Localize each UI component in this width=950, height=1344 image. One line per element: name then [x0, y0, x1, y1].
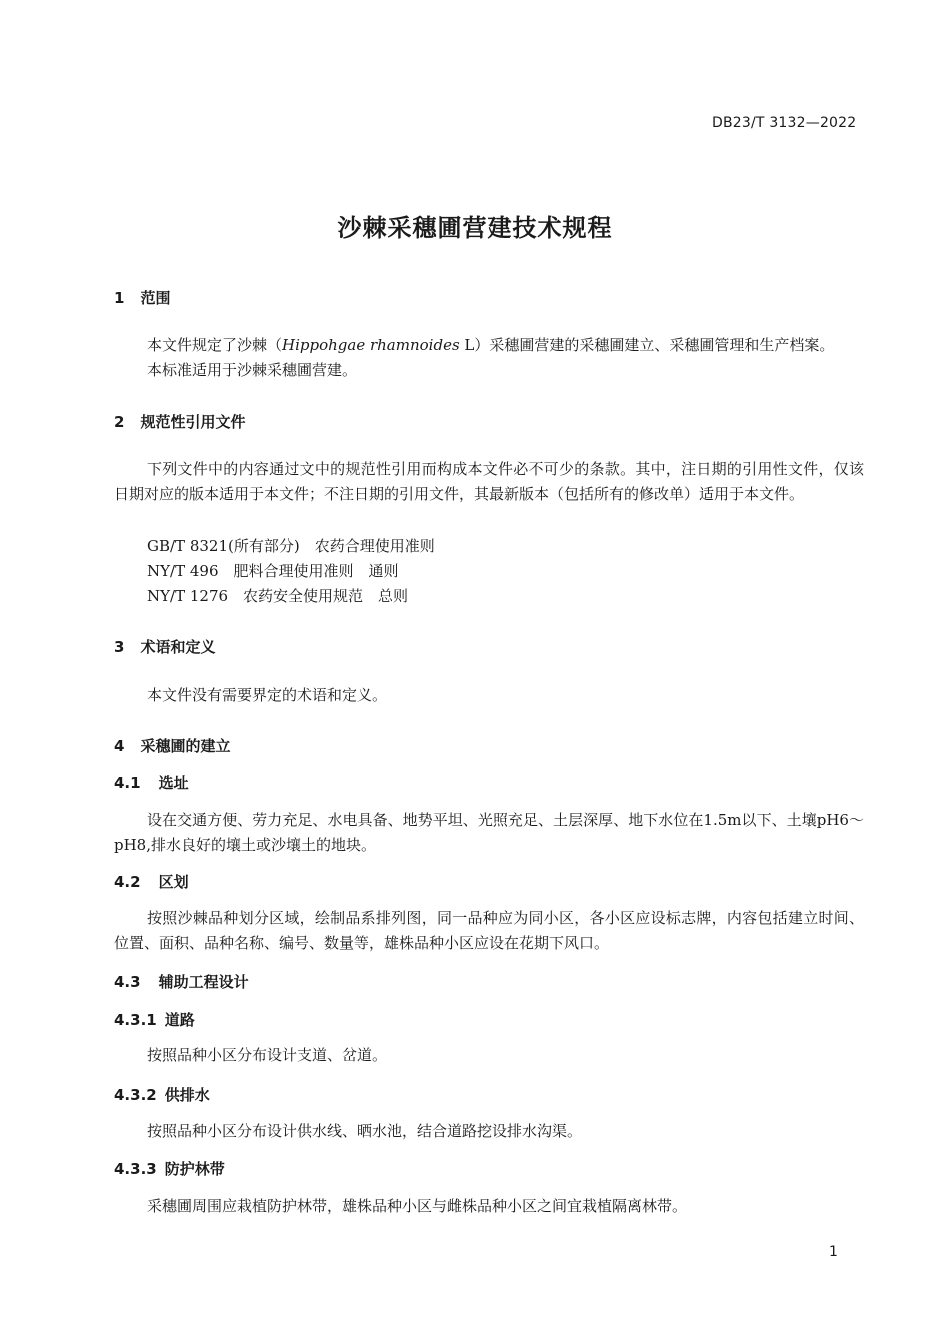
section-title: 选址 [158, 774, 189, 792]
normative-reference: NY/T 496 肥料合理使用准则 通则 [147, 562, 399, 580]
section-number: 1 [114, 289, 125, 307]
section-title: 道路 [164, 1011, 195, 1029]
section-number: 4.3.3 [114, 1160, 157, 1178]
section-2-heading [114, 411, 245, 432]
section-4-3-1-heading [114, 1009, 195, 1030]
section-4-heading [114, 735, 230, 756]
section-4-2-paragraph: 按照沙棘品种划分区域，绘制品系排列图，同一品种应为同小区，各小区应设标志牌，内容包括建立时间、位置、面积、品种名称、编号、数量等，雄株品种小区应设在花期下风口。 [114, 909, 864, 952]
section-4-3-heading [114, 971, 249, 992]
section-title: 范围 [140, 289, 171, 307]
section-1-paragraph-2: 本标准适用于沙棘采穗圃营建。 [147, 361, 358, 379]
section-1-paragraph-1: 本文件规定了沙棘（Hippohgae rhamnoides L）采穗圃营建的采穗圃建立、采穗圃管理和生产档案。 [147, 336, 835, 354]
section-number: 4.3.2 [114, 1086, 157, 1104]
section-number: 4.2 [114, 873, 141, 891]
page-number: 1 [829, 1244, 838, 1260]
section-number: 3 [114, 638, 125, 656]
section-title: 辅助工程设计 [158, 973, 249, 991]
section-2-paragraph: 下列文件中的内容通过文中的规范性引用而构成本文件必不可少的条款。其中，注日期的引用性文件，仅该日期对应的版本适用于本文件；不注日期的引用文件，其最新版本（包括所有的修改单）适用于本文件。 [114, 460, 864, 503]
section-3-heading [114, 636, 215, 657]
section-title: 规范性引用文件 [140, 413, 246, 431]
section-3-paragraph: 本文件没有需要界定的术语和定义。 [147, 686, 388, 704]
section-title: 术语和定义 [140, 638, 216, 656]
section-4-3-2-heading [114, 1084, 210, 1105]
section-number: 4.3 [114, 973, 141, 991]
doc-code-header: DB23/T 3132—2022 [712, 115, 857, 131]
section-title: 防护林带 [164, 1160, 225, 1178]
section-number: 4.3.1 [114, 1011, 157, 1029]
section-4-3-2-paragraph: 按照品种小区分布设计供水线、晒水池，结合道路挖设排水沟渠。 [147, 1122, 583, 1140]
section-4-3-3-heading [114, 1158, 225, 1179]
section-4-3-3-paragraph: 采穗圃周围应栽植防护林带，雄株品种小区与雌株品种小区之间宜栽植隔离林带。 [147, 1197, 688, 1215]
normative-reference: GB/T 8321(所有部分) 农药合理使用准则 [147, 537, 435, 555]
section-4-2-heading [114, 871, 189, 892]
section-4-1-paragraph: 设在交通方便、劳力充足、水电具备、地势平坦、光照充足、土层深厚、地下水位在1.5m以下、土壤pH6～pH8,排水良好的壤土或沙壤土的地块。 [114, 811, 864, 854]
section-number: 2 [114, 413, 125, 431]
section-number: 4 [114, 737, 125, 755]
section-title: 区划 [158, 873, 189, 891]
section-title: 供排水 [164, 1086, 210, 1104]
section-1-heading [114, 287, 170, 308]
section-4-1-heading [114, 772, 189, 793]
section-4-3-1-paragraph: 按照品种小区分布设计支道、岔道。 [147, 1046, 388, 1064]
section-number: 4.1 [114, 774, 141, 792]
page-title: 沙棘采穗圃营建技术规程 [337, 214, 613, 242]
normative-reference: NY/T 1276 农药安全使用规范 总则 [147, 587, 409, 605]
latin-species-name: Hippohgae rhamnoides [282, 336, 460, 354]
section-title: 采穗圃的建立 [140, 737, 231, 755]
